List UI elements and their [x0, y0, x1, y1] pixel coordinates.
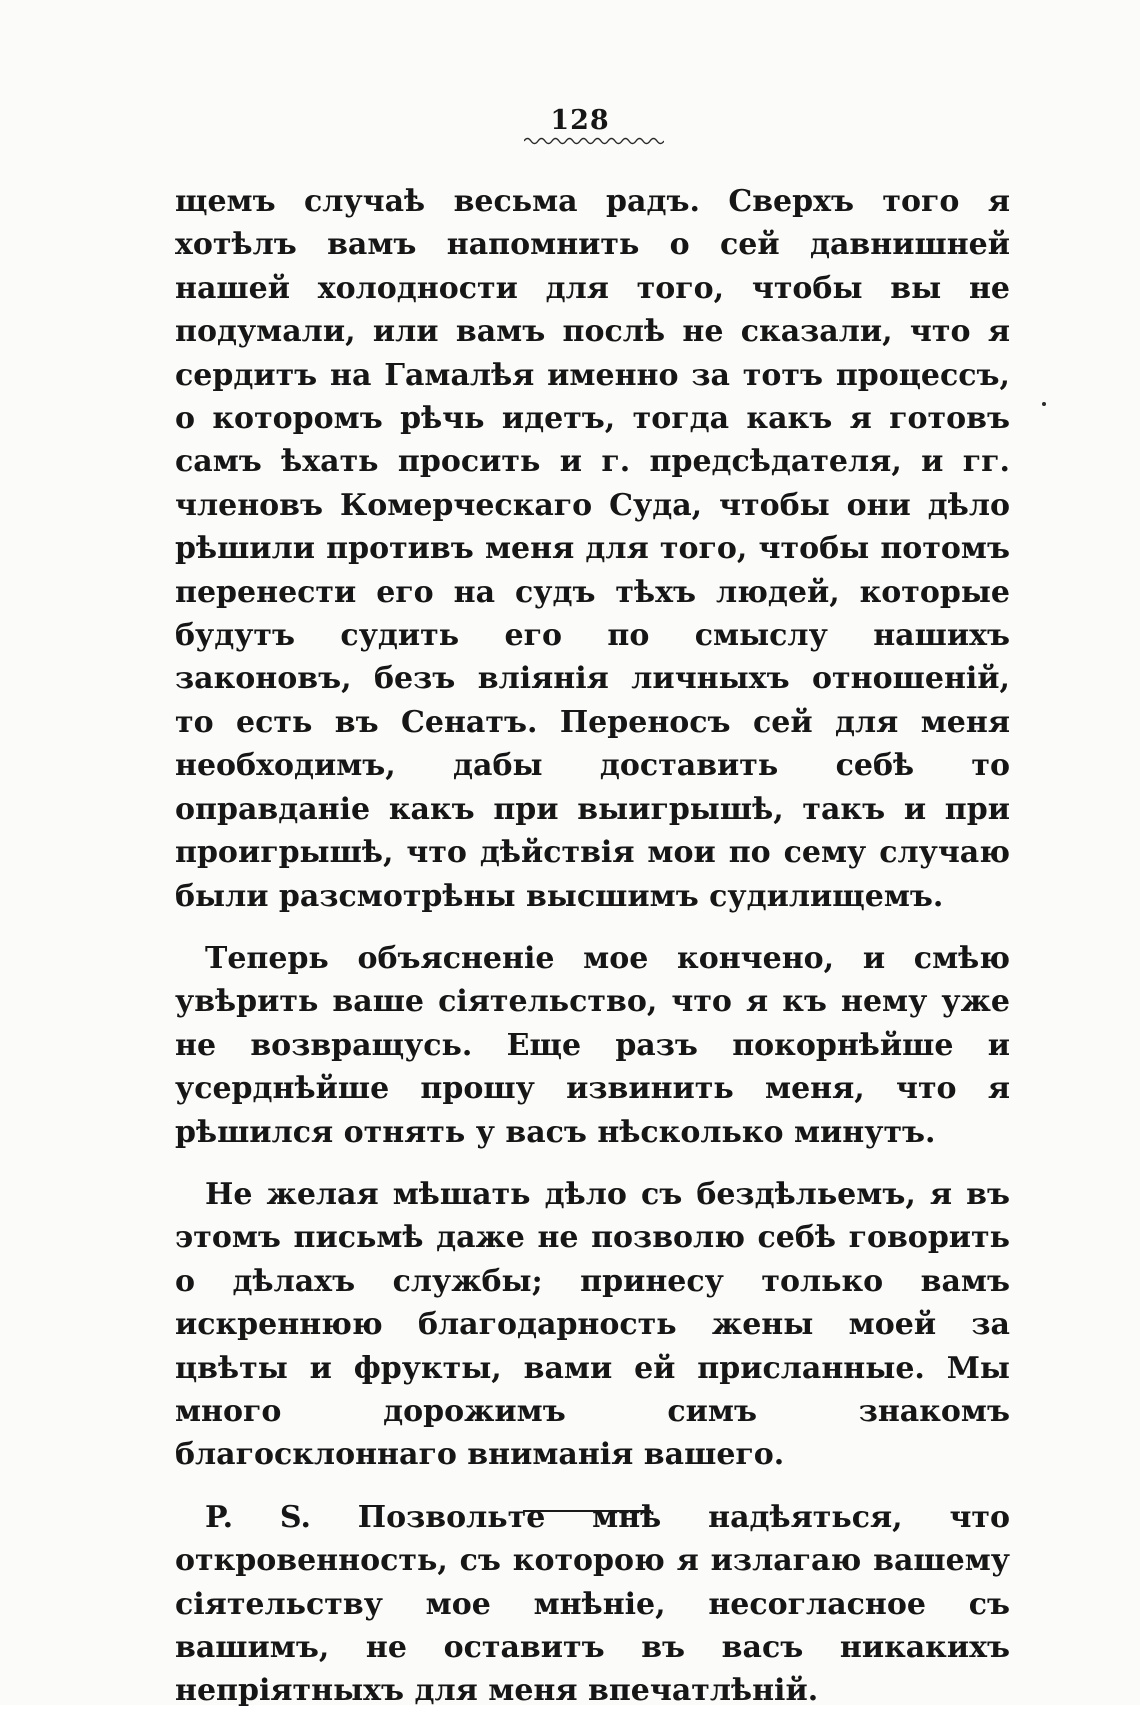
paragraph-continuation: щемъ случаѣ весьма радъ. Сверхъ того я хотѣлъ вамъ напомнить о сей давнишней нашей холодности для того, чтобы вы не подумали, или вамъ послѣ не сказали, что я сердитъ на Гамалѣя именно за тотъ процессъ, о которомъ рѣчь идетъ, тогда какъ я готовъ самъ ѣхать просить и г. предсѣдателя, и гг. членовъ Комерческаго Суда, чтобы они дѣло рѣшили противъ меня для того, чтобы потомъ перенести его на судъ тѣхъ людей, которые будутъ судить его по смыслу нашихъ законовъ, безъ вліянія личныхъ отношеній, то есть въ Сенатъ. Переносъ сей для меня необходимъ, дабы доставить себѣ то оправданіе какъ при выигрышѣ, такъ и при проигрышѣ, что дѣйствія мои по сему случаю были разсмотрѣны высшимъ судилищемъ.	[175, 184, 1010, 914]
paragraph-postscript: P. S. Позвольте мнѣ надѣяться, что откровенность, съ которою я излагаю вашему сіятельству мое мнѣніе, несогласное съ вашимъ, не оставитъ въ васъ никакихъ непріятныхъ для меня впечатлѣній.	[175, 1499, 1010, 1709]
margin-speck	[1042, 402, 1046, 406]
letter-body	[175, 180, 1010, 1713]
wavy-line-ornament-icon	[524, 135, 664, 147]
paragraph-gratitude: Не желая мѣшать дѣло съ бездѣльемъ, я въ этомъ письмѣ даже не позволю себѣ говорить о дѣлахъ службы; принесу только вамъ искреннюю благодарность жены моей за цвѣты и фрукты, вами ей присланные. Мы много дорожимъ симъ знакомъ благосклоннаго вниманія вашего.	[175, 1176, 1010, 1473]
paragraph-explanation-ended: Теперь объясненіе мое кончено, и смѣю увѣрить ваше сіятельство, что я къ нему уже не возвращусь. Еще разъ покорнѣйше и усерднѣйше прошу извинить меня, что я рѣшился отнять у васъ нѣсколько минутъ.	[175, 940, 1010, 1150]
page-number: 128	[550, 105, 610, 136]
horizontal-rule-icon	[523, 1510, 651, 1512]
page-header	[0, 104, 1140, 138]
